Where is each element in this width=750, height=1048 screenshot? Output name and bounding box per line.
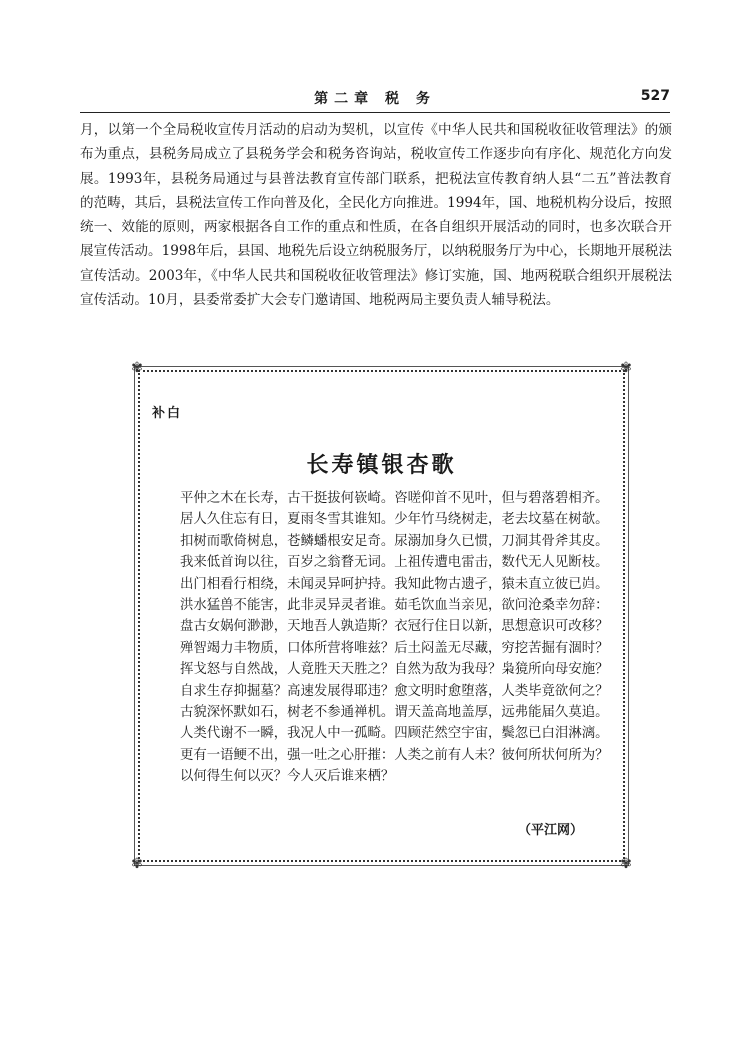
running-header [80,84,670,113]
poem-line: 洪水猛兽不能害，此非灵异灵者谁。茹毛饮血当亲见，欲问沧桑幸勿辞： [180,598,609,614]
chapter-title: 第二章 税 务 [314,91,436,107]
poem-line: 殚智竭力丰物质，口体所营将唯兹？后土闷盖无尽藏，穷挖苦掘有涸时？ [180,640,609,656]
page-number: 527 [640,88,670,104]
poem-line: 平仲之木在长寿，古干挺拔何嵚崎。咨嗟仰首不见叶，但与碧落碧相齐。 [180,491,609,506]
corner-ornament-icon: ✾ [131,360,143,376]
poem-line: 出门相看行相绕，未闻灵异呵护持。我知此物古遗孑，猿未直立彼已岿。 [180,576,609,592]
poem-line: 挥戈怒与自然战，人竟胜天天胜之？自然为敌为我母？枭獍所向母安施？ [180,662,609,678]
poem-line: 人类代谢不一瞬，我况人中一孤畸。四顾茫然空宇宙，鬓忽已白泪淋漓。 [180,726,609,742]
poem-line: 盘古女娲何渺渺，天地吾人孰造斯？衣冠行住日以新，思想意识可改移？ [180,619,609,635]
poem-line: 我来低首询以往，百岁之翁瞀无词。上祖传遭电雷击，数代无人见断枝。 [180,555,609,571]
body-paragraph-block [80,118,672,312]
supplement-tag: 补白 [152,406,183,421]
corner-ornament-icon: ✾ [620,360,632,376]
poem-line: 以何得生何以灭？今人灭后谁来栖？ [180,769,395,785]
poem-title: 长寿镇银杏歌 [306,453,457,478]
corner-ornament-icon: ✾ [131,856,143,872]
poem-line: 更有一语鲠不出，强一吐之心肝摧：人类之前有人未？彼何所状何所为？ [180,747,609,763]
poem-body [180,488,610,788]
poem-line: 自求生存抑掘墓？高速发展得耶违？愈文明时愈堕落，人类毕竟欲何之？ [180,683,609,699]
poem-source: （平江网） [517,823,583,838]
poem-line: 古貌深怀默如石，树老不参通禅机。谓天盖高地盖厚，远弗能届久莫追。 [180,705,609,721]
corner-ornament-icon: ✾ [620,856,632,872]
body-paragraph: 月，以第一个全局税收宣传月活动的启动为契机，以宣传《中华人民共和国税收征收管理法》的颁布为重点，县税务局成立了县税务学会和税务咨询站，税收宣传工作逐步向有序化、规范化方向发展。1993年，县税务局通过与县普法教育宣传部门联系，把税法宣传教育纳人县“二五”普法教育的范畴，其后，县税法宣传工作向普及化，全民化方向推进。1994年，国、地税机构分设后，按照统一、效能的原则，两家根据各自工作的重点和性质，在各自组织开展活动的同时，也多次联合开展宣传活动。1998年后，县国、地税先后设立纳税服务厅，以纳税服务厅为中心，长期地开展税法宣传活动。2003年，《中华人民共和国税收征收管理法》修订实施，国、地两税联合组织开展税法宣传活动。10月，县委常委扩大会专门邀请国、地税两局主要负责人辅导税法。 [80,122,672,309]
poem-line: 扣树而歌倚树息，苍鳞蟠根安足奇。尿溺加身久已惯，刀洞其骨斧其皮。 [180,533,609,549]
poem-line: 居人久住忘有日，夏雨冬雪其谁知。少年竹马绕树走，老去坟墓在树欹。 [180,512,609,528]
supplement-box [131,360,632,872]
